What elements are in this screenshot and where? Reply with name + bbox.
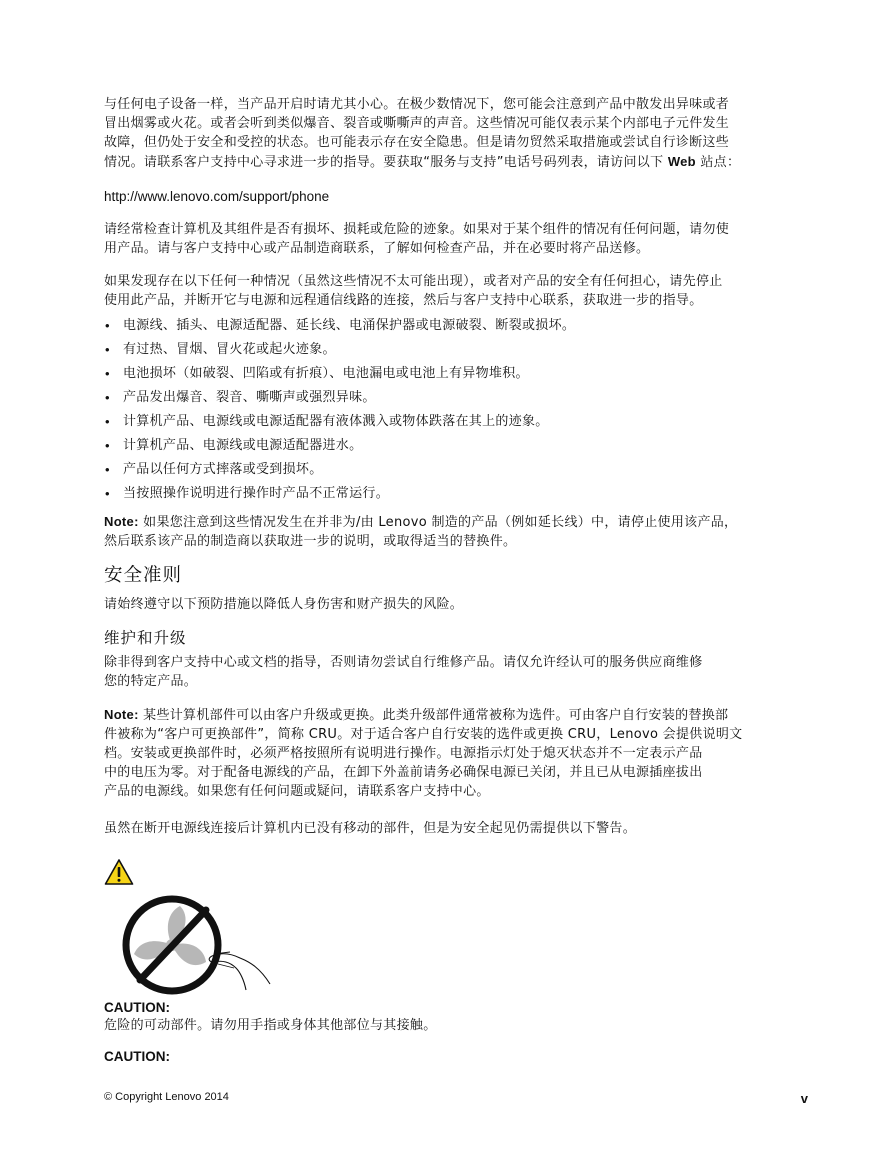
- text-line: [104, 705, 809, 725]
- text-line: 如果发现存在以下任何一种情况（虽然这些情况不太可能出现），或者对产品的安全有任何担心，请先停止: [104, 274, 723, 289]
- text-line: 然后联系该产品的制造商以获取进一步的说明，或取得适当的替换件。: [104, 534, 517, 549]
- list-item-text: 计算机产品、电源线或电源适配器进水。: [123, 438, 363, 453]
- text-line: 冒出烟雾或火花。或者会听到类似爆音、裂音或嘶嘶声的声音。这些情况可能仅表示某个内部电子元件发生: [104, 116, 730, 131]
- support-url-link[interactable]: http://www.lenovo.com/support/phone: [104, 189, 330, 204]
- bullet-icon: •: [105, 342, 110, 357]
- text-line: 档。安装或更换部件时，必须严格按照所有说明进行操作。电源指示灯处于熄灭状态并不一定表示产品: [104, 746, 703, 761]
- list-item: [104, 436, 809, 455]
- list-item: [104, 364, 809, 383]
- list-item: [104, 388, 809, 407]
- text-line: 您的特定产品。: [104, 674, 198, 689]
- paragraph-warning-intro: 虽然在断开电源线连接后计算机内已没有移动的部件，但是为安全起见仍需提供以下警告。: [104, 821, 637, 836]
- list-item-text: 电源线、插头、电源适配器、延长线、电涌保护器或电源破裂、断裂或损坏。: [123, 318, 576, 333]
- text-line: 使用此产品，并断开它与电源和远程通信线路的连接，然后与客户支持中心联系，获取进一步的指导。: [104, 293, 703, 308]
- bullet-icon: •: [105, 414, 110, 429]
- caution-moving-parts: [104, 1000, 809, 1035]
- copyright-text: © Copyright Lenovo 2014: [104, 1091, 229, 1103]
- list-item: [104, 316, 809, 335]
- list-item: [104, 340, 809, 359]
- web-bold-text: Web: [667, 154, 696, 169]
- bullet-icon: •: [105, 486, 110, 501]
- list-item-text: 产品发出爆音、裂音、嘶嘶声或强烈异味。: [123, 390, 376, 405]
- note-label: Note:: [104, 514, 139, 529]
- paragraph-conditions-intro: [104, 272, 809, 310]
- text-line: 故障，但仍处于安全和受控的状态。也可能表示存在安全隐患。但是请勿贸然采取措施或尝试自行诊断这些: [104, 135, 730, 150]
- text-line: [104, 152, 809, 172]
- warning-triangle-icon: [104, 858, 134, 886]
- text-span: 站点：: [695, 155, 741, 170]
- caution-text: 危险的可动部件。请勿用手指或身体其他部位与其接触。: [104, 1018, 437, 1033]
- paragraph-service: [104, 653, 809, 691]
- text-line: 中的电压为零。对于配备电源线的产品，在卸下外盖前请务必确保电源已关闭，并且已从电源插座拔出: [104, 765, 703, 780]
- caution-figure: [104, 850, 809, 1000]
- list-item: [104, 412, 809, 431]
- text-line: 除非得到客户支持中心或文档的指导，否则请勿尝试自行维修产品。请仅允许经认可的服务供应商维修: [104, 655, 703, 670]
- list-item-text: 计算机产品、电源线或电源适配器有液体溅入或物体跌落在其上的迹象。: [123, 414, 549, 429]
- list-item-text: 有过热、冒烟、冒火花或起火迹象。: [123, 342, 336, 357]
- bullet-icon: •: [105, 438, 110, 453]
- section-title: 安全准则: [104, 565, 183, 586]
- list-item-text: 当按照操作说明进行操作时产品不正常运行。: [123, 486, 390, 501]
- subsection-title: 维护和升级: [104, 629, 187, 647]
- page-content: [104, 95, 809, 1065]
- caution-label: CAUTION:: [104, 1000, 170, 1015]
- text-line: [104, 512, 809, 532]
- caution-label: CAUTION:: [104, 1049, 170, 1064]
- bullet-icon: •: [105, 318, 110, 333]
- text-line: 产品的电源线。如果您有任何问题或疑问，请联系客户支持中心。: [104, 784, 490, 799]
- list-item: [104, 484, 809, 503]
- text-line: 用产品。请与客户支持中心或产品制造商联系，了解如何检查产品，并在必要时将产品送修。: [104, 241, 650, 256]
- bullet-icon: •: [105, 390, 110, 405]
- fan-no-fingers-icon: [118, 888, 278, 998]
- note-label: Note:: [104, 707, 139, 722]
- note-non-lenovo: [104, 512, 809, 551]
- text-span: 如果您注意到这些情况发生在并非为/由 Lenovo 制造的产品（例如延长线）中，请停止使用该产品，: [138, 515, 738, 530]
- list-item-text: 电池损坏（如破裂、凹陷或有折痕）、电池漏电或电池上有异物堆积。: [123, 366, 529, 381]
- paragraph-check-components: [104, 220, 809, 258]
- paragraph-safety-intro: [104, 95, 809, 172]
- note-cru: [104, 705, 809, 801]
- list-item-text: 产品以任何方式摔落或受到损坏。: [123, 462, 323, 477]
- bullet-icon: •: [105, 462, 110, 477]
- text-line: 请经常检查计算机及其组件是否有损坏、损耗或危险的迹象。如果对于某个组件的情况有任何问题，请勿使: [104, 222, 730, 237]
- text-span: 情况。请联系客户支持中心寻求进一步的指导。要获取“服务与支持”电话号码列表，请访问以下: [104, 155, 668, 170]
- text-line: 与任何电子设备一样，当产品开启时请尤其小心。在极少数情况下，您可能会注意到产品中散发出异味或者: [104, 97, 730, 112]
- page-number: v: [800, 1091, 808, 1106]
- bullet-icon: •: [105, 366, 110, 381]
- conditions-list: [104, 316, 809, 503]
- text-span: 某些计算机部件可以由客户升级或更换。此类升级部件通常被称为选件。可由客户自行安装的替换部: [138, 708, 729, 723]
- text-line: 件被称为“客户可更换部件”，简称 CRU。对于适合客户自行安装的选件或更换 CRU，Lenovo 会提供说明文: [104, 727, 743, 742]
- section-intro: 请始终遵守以下预防措施以降低人身伤害和财产损失的风险。: [104, 597, 464, 612]
- list-item: [104, 460, 809, 479]
